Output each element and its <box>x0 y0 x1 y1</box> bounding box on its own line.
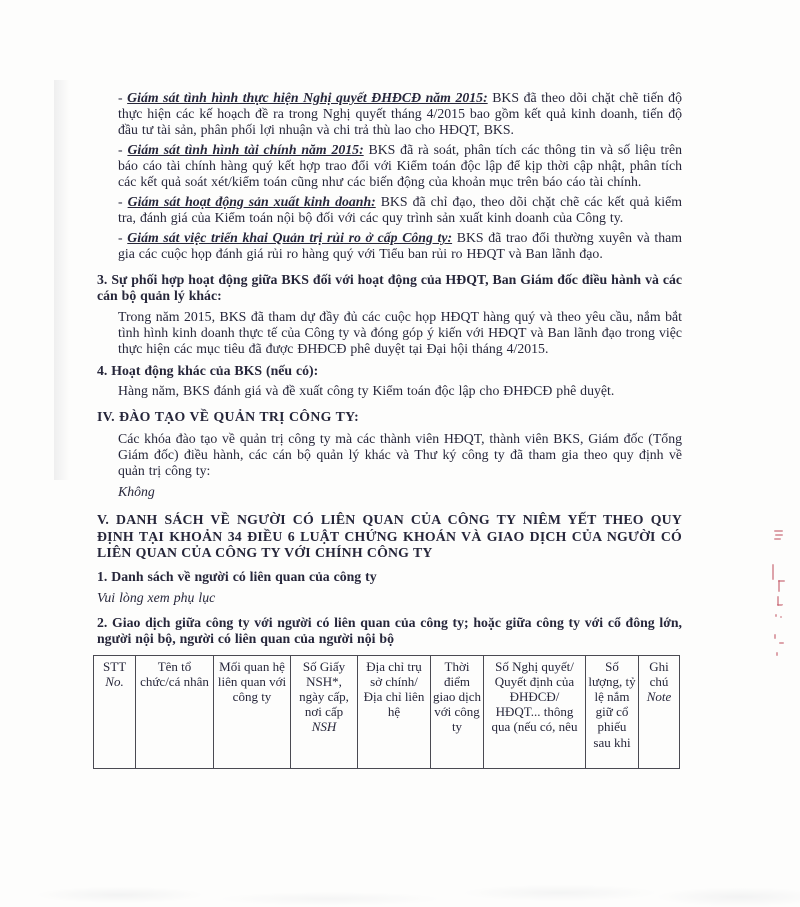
bullet-dash: - <box>118 90 123 105</box>
supervision-bullet-rui-ro <box>118 230 682 262</box>
header-text: STT <box>103 658 126 674</box>
table-header-moi-quan-he <box>214 655 291 768</box>
bullet-lead: Giám sát tình hình tài chính năm 2015: <box>127 142 364 157</box>
bullet-dash: - <box>118 142 123 157</box>
section-4-heading: 4. Hoạt động khác của BKS (nếu có): <box>97 363 319 378</box>
red-margin-marks <box>766 530 792 662</box>
section-iv-body: Các khóa đào tạo về quản trị công ty mà các thành viên HĐQT, thành viên BKS, Giám đốc (Tổng Giám đốc) điều hành, các cán bộ quản lý khác và Thư ký công ty đã tham gia theo quy định về quản trị công ty: <box>118 431 682 478</box>
section-iv-heading: IV. ĐÀO TẠO VỀ QUẢN TRỊ CÔNG TY: <box>97 409 360 424</box>
document-content <box>97 0 682 769</box>
supervision-bullet-san-xuat <box>118 194 682 226</box>
table-header-ghi-chu <box>639 655 680 768</box>
bullet-dash: - <box>118 230 123 245</box>
section-4-body: Hàng năm, BKS đánh giá và đề xuất công ty Kiểm toán độc lập cho ĐHĐCĐ phê duyệt. <box>118 383 615 398</box>
bullet-dash: - <box>118 194 123 209</box>
header-note: NSH <box>311 719 337 735</box>
table-header-stt <box>94 655 136 768</box>
scan-edge-shadow <box>54 80 70 480</box>
table-header-so-nghi-quyet <box>484 655 586 768</box>
table-header-ten-to-chuc <box>136 655 214 768</box>
bullet-text: BKS đã chỉ đạo, theo dõi chặt chẽ các kết quả kiểm tra, đánh giá của Kiểm toán nội bộ đối với các quy trình sản xuất kinh doanh của Công ty. <box>118 194 682 225</box>
header-text: Số Nghị quyết/ Quyết định của ĐHĐCĐ/ HĐQT... thông qua (nếu có, nêu <box>491 658 578 735</box>
header-text: Tên tổ chức/cá nhân <box>140 658 209 689</box>
table-header-row <box>94 655 680 768</box>
header-text: Địa chỉ trụ sở chính/ Địa chỉ liên hệ <box>363 658 425 720</box>
section-v-item2-heading: 2. Giao dịch giữa công ty với người có liên quan của công ty; hoặc giữa công ty với cổ đông lớn, người nội bộ, người có liên quan của người nội bộ <box>97 614 682 646</box>
table-header-thoi-diem <box>431 655 484 768</box>
related-party-transactions-table <box>93 655 682 769</box>
section-v-heading: V. DANH SÁCH VỀ NGƯỜI CÓ LIÊN QUAN CỦA CÔNG TY NIÊM YẾT THEO QUY ĐỊNH TẠI KHOẢN 34 ĐIỀU 6 LUẬT CHỨNG KHOÁN VÀ GIAO DỊCH CỦA NGƯỜI CÓ LIÊN QUAN CỦA CÔNG TY VỚI CHÍNH CÔNG TY <box>97 512 682 560</box>
header-note: Note <box>646 688 672 704</box>
bullet-text: BKS đã trao đổi thường xuyên và tham gia các cuộc họp đánh giá rủi ro hàng quý với Tiểu ban rủi ro HĐQT và Ban lãnh đạo. <box>118 230 683 261</box>
section-3-heading: 3. Sự phối hợp hoạt động giữa BKS đối với hoạt động của HĐQT, Ban Giám đốc điều hành và các cán bộ quản lý khác: <box>97 272 682 303</box>
bullet-lead: Giám sát hoạt động sản xuất kinh doanh: <box>127 194 376 209</box>
header-text: Số Giấy NSH*, ngày cấp, nơi cấp <box>299 658 349 720</box>
section-iv-answer: Không <box>118 484 155 499</box>
bullet-text: BKS đã rà soát, phân tích các thông tin và số liệu trên báo cáo tài chính hàng quý kết hợp trao đổi với Kiểm toán độc lập để kịp thời cập nhật, phân tích các kết quả soát xét/kiểm toán cũng như các biến động của khoản mục trên báo cáo tài chính. <box>118 142 682 189</box>
header-text: Số lượng, tỷ lệ nắm giữ cổ phiếu sau khi <box>588 658 636 750</box>
header-text: Thời điểm giao dịch với công ty <box>433 658 482 735</box>
header-note: No. <box>105 673 124 689</box>
scan-bottom-noise <box>0 877 800 907</box>
supervision-bullet-nghi-quyet <box>118 90 682 138</box>
section-v-item1-heading: 1. Danh sách về người có liên quan của công ty <box>97 568 377 584</box>
table-header-so-luong <box>586 655 639 768</box>
header-text: Ghi chú <box>649 658 669 689</box>
bullet-text: BKS đã theo dõi chặt chẽ tiến độ thực hiện các kế hoạch đề ra trong Nghị quyết tháng 4/2015 bao gồm kết quả kinh doanh, tiến độ đầu tư tài sản, phân phối lợi nhuận và chi trả thù lao cho HĐQT, BKS. <box>118 90 682 137</box>
header-text: Mối quan hệ liên quan với công ty <box>217 658 287 704</box>
bullet-lead: Giám sát việc triển khai Quản trị rủi ro ở cấp Công ty: <box>127 230 453 245</box>
table-header-dia-chi <box>358 655 431 768</box>
bullet-lead: Giám sát tình hình thực hiện Nghị quyết ĐHĐCĐ năm 2015: <box>127 90 488 105</box>
supervision-bullet-tai-chinh <box>118 142 682 190</box>
section-v-item1-note: Vui lòng xem phụ lục <box>97 589 216 605</box>
section-3-body: Trong năm 2015, BKS đã tham dự đầy đủ các cuộc họp HĐQT hàng quý và theo yêu cầu, nắm bắt tình hình kinh doanh thực tế của Công ty và đóng góp ý kiến với HĐQT và Ban lãnh đạo trong việc thực hiện các mục tiêu đã được ĐHĐCĐ phê duyệt tại Đại hội tháng 4/2015. <box>118 309 682 356</box>
table-header-so-giay-nsh <box>291 655 358 768</box>
